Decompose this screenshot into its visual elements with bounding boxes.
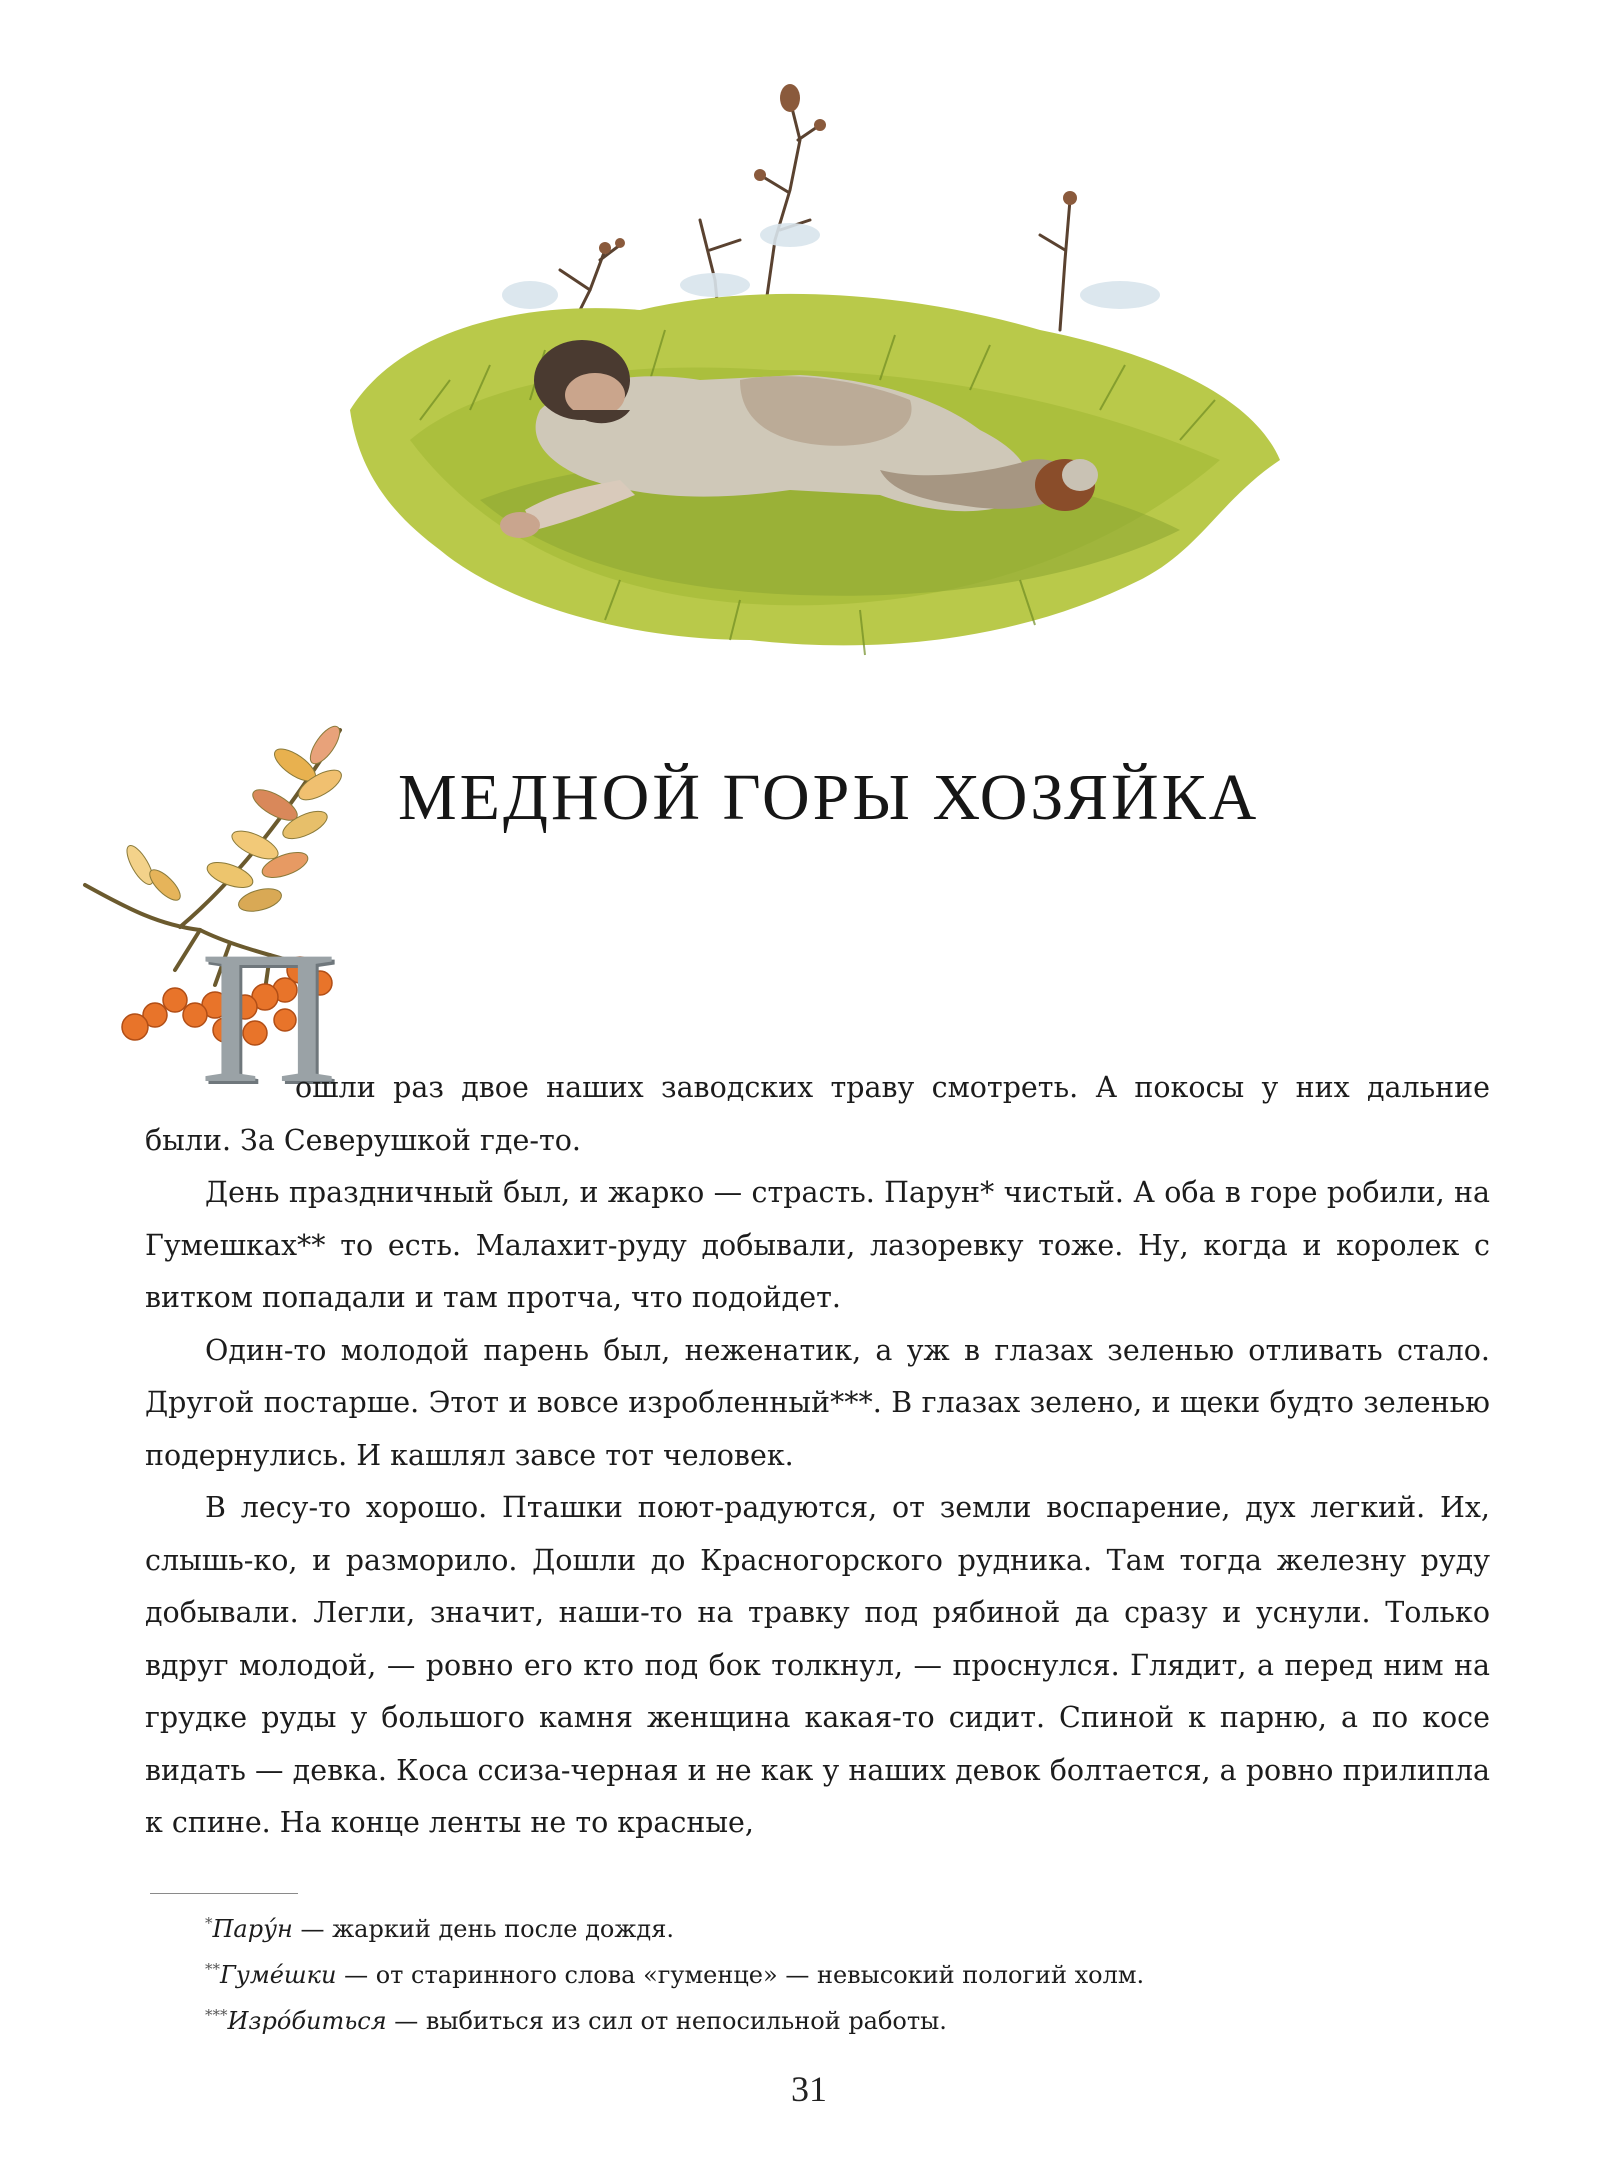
paragraph: День праздничный был, и жарко — страсть. Парун* чистый. А оба в горе робили, на Гумешках** то есть. Малахит-руду добывали, лазоревку тоже. Ну, когда и королек с витком попадали и там протча, что подойдет. — [145, 1176, 1490, 1314]
footnote-term: Изро́биться — [227, 2007, 387, 2035]
paragraph: В лесу-то хорошо. Пташки поют-радуются, от земли воспарение, дух легкий. Их, слышь-ко, и разморило. Дошли до Красногорского рудника. Там тогда железну руду добывали. Легли, значит, наши-то на травку под рябиной да сразу и уснули. Только вдруг молодой, — ровно его кто под бок толкнул, — проснулся. Глядит, а перед ним на грудке руды у большого камня женщина какая-то сидит. Спиной к парню, а по косе видать — девка. Коса ссиза-черная и не как у наших девок болтается, а ровно прилипла к спине. На конце ленты не то красные, — [145, 1491, 1490, 1839]
footnote — [205, 1949, 1405, 1995]
sleeping-man-in-grass-illustration — [320, 80, 1320, 680]
rowan-leaves — [122, 722, 346, 916]
paragraph: Один-то молодой парень был, неженатик, а уж в глазах зеленью отливать стало. Другой постарше. Этот и вовсе изробленный***. В глазах зелено, и щеки будто зеленью подернулись. И кашлял завсе тот человек. — [145, 1333, 1490, 1472]
paragraph: ошли раз двое наших заводских траву смотреть. А покосы у них дальние были. За Северушкой где-то. — [145, 1071, 1490, 1157]
story-title: МЕДНОЙ ГОРЫ ХОЗЯЙКА — [398, 761, 1260, 834]
twig-seed-heads — [599, 84, 1077, 254]
footnote — [205, 1995, 1405, 2041]
footnote-definition: — выбиться из сил от непосильной работы. — [386, 2007, 947, 2035]
page-number: 31 — [791, 2069, 827, 2109]
footnote — [205, 1903, 1405, 1949]
footnote-mark: ** — [205, 1960, 220, 1978]
footnotes — [205, 1903, 1405, 2041]
footnote-mark: * — [205, 1914, 213, 1932]
footnote-definition: — от старинного слова «гуменце» — невысокий пологий холм. — [336, 1961, 1145, 1989]
footnote-divider — [150, 1893, 298, 1894]
story-text — [145, 1062, 1490, 1850]
footnote-definition: — жаркий день после дождя. — [292, 1915, 674, 1943]
footnote-mark: *** — [205, 2006, 228, 2024]
footnote-term: Гуме́шки — [220, 1961, 337, 1989]
drop-cap: П — [200, 913, 338, 1123]
footnote-term: Пару́н — [212, 1915, 293, 1943]
